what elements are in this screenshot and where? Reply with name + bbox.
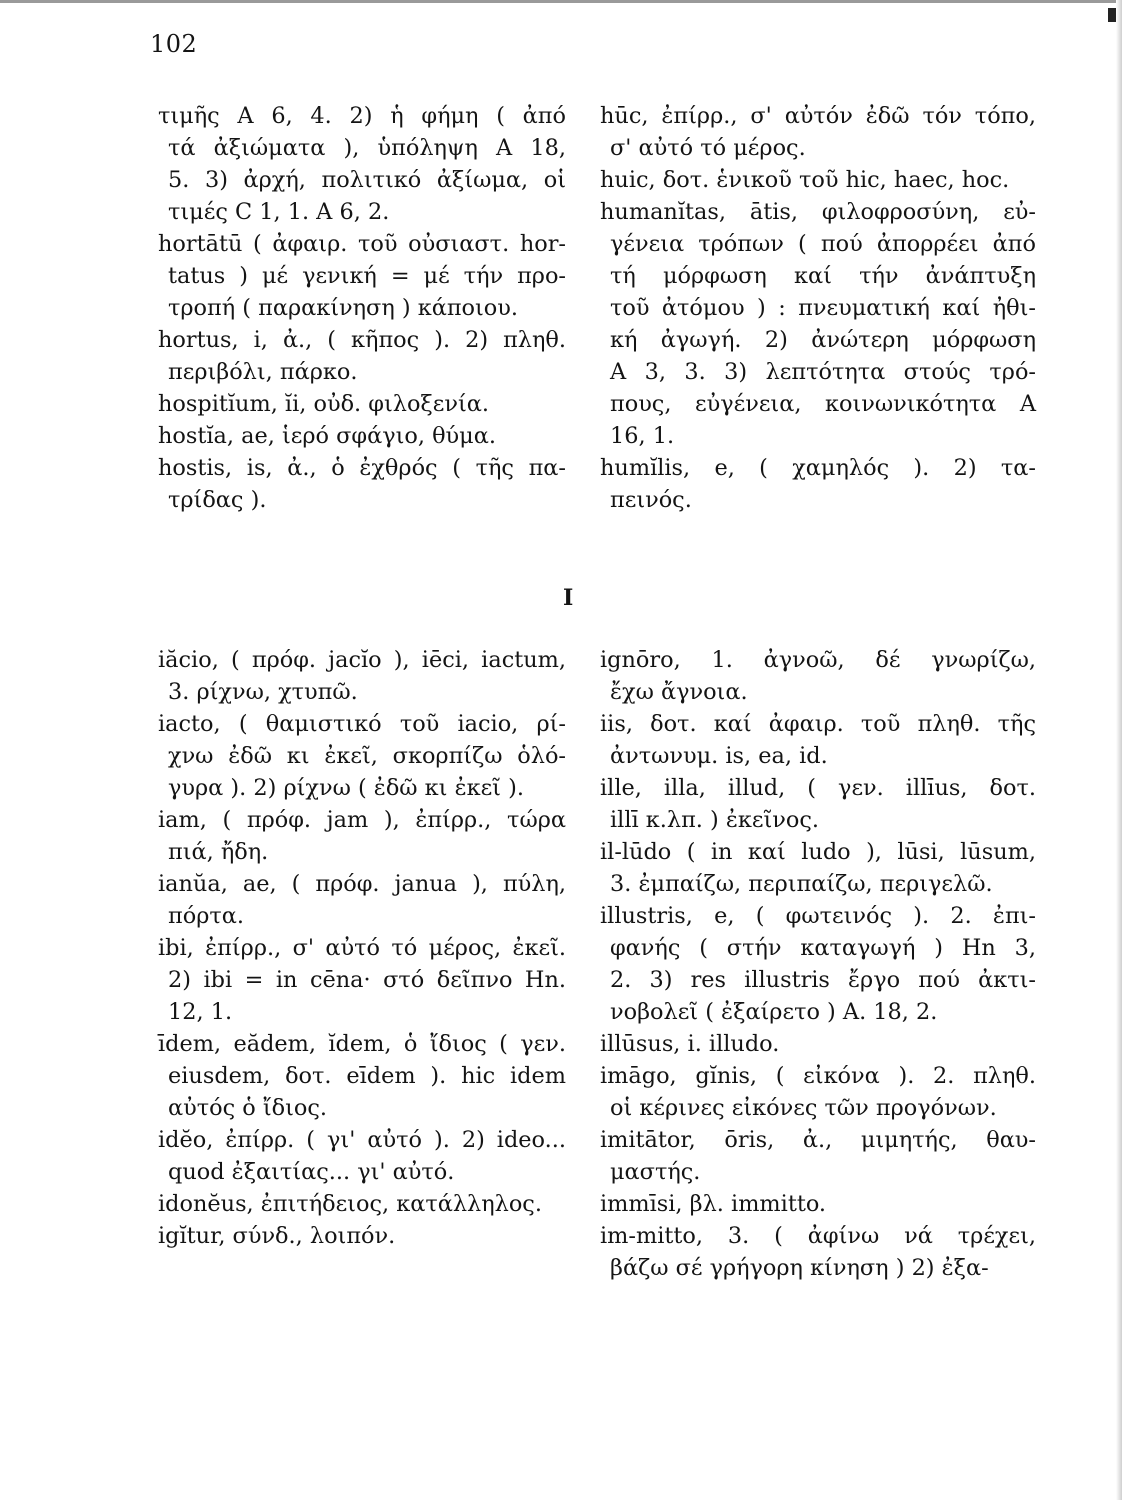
entry-text-line: 3. ρίχνω, χτυπῶ. (168, 679, 358, 705)
entry-headword-line: huic, δοτ. ἑνικοῦ τοῦ hic, haec, hoc. (600, 167, 1010, 193)
entry-text-line: κή ἀγωγή. 2) ἀνώτερη μόρφωση (610, 327, 1036, 353)
dictionary-entry (600, 772, 1036, 836)
entry-text-line: quod ἐξαιτίας... γι' αὐτό. (168, 1159, 455, 1185)
entry-text-line: πους, εὐγένεια, κοινωνικότητα A (610, 391, 1036, 417)
dictionary-entry (600, 708, 1036, 772)
entry-headword-line: illustris, e, ( φωτεινός ). 2. ἐπι- (600, 903, 1036, 929)
entry-headword-line: hostis, is, ἀ., ὁ ἐχθρός ( τῆς πα- (158, 455, 566, 481)
entry-headword-line: ille, illa, illud, ( γεν. illīus, δοτ. (600, 775, 1036, 801)
dictionary-entry (600, 452, 1036, 516)
dictionary-entry (600, 644, 1036, 708)
dictionary-entry (158, 932, 566, 1028)
entry-text-line: μαστής. (610, 1159, 701, 1185)
entry-headword-line: τιμῆς A 6, 4. 2) ἡ φήμη ( ἀπό (158, 103, 566, 129)
dictionary-entry (158, 452, 566, 516)
entry-text-line: σ' αὐτό τό μέρος. (610, 135, 806, 161)
entry-text-line: illī κ.λπ. ) ἐκεῖνος. (610, 807, 820, 833)
entry-headword-line: imitātor, ōris, ἀ., μιμητής, θαυ- (600, 1127, 1036, 1153)
entry-headword-line: iam, ( πρόφ. jam ), ἐπίρρ., τώρα (158, 807, 566, 833)
dictionary-entry (600, 100, 1036, 164)
page-number: 102 (150, 30, 198, 58)
entry-headword-line: ignōro, 1. ἀγνοῶ, δέ γνωρίζω, (600, 647, 1036, 673)
dictionary-entry (600, 1220, 1036, 1284)
dictionary-entry (600, 836, 1036, 900)
entry-text-line: 5. 3) ἀρχή, πολιτικό ἀξίωμα, οἱ (168, 167, 566, 193)
entry-headword-line: īdem, eădem, ĭdem, ὁ ἴδιος ( γεν. (158, 1031, 566, 1057)
entry-text-line: πόρτα. (168, 903, 244, 929)
dictionary-entry (158, 1220, 566, 1252)
scan-right-edge (1116, 0, 1122, 1500)
entry-headword-line: humĭlis, e, ( χαμηλός ). 2) τα- (600, 455, 1036, 481)
dictionary-entry (158, 324, 566, 388)
entry-headword-line: ianŭa, ae, ( πρόφ. janua ), πύλη, (158, 871, 566, 897)
entry-text-line: tatus ) μέ γενική = μέ τήν προ- (168, 263, 566, 289)
dictionary-entry (158, 644, 566, 708)
entry-text-line: αὐτός ὁ ἴδιος. (168, 1095, 328, 1121)
entry-text-line: 3. ἐμπαίζω, περιπαίζω, περιγελῶ. (610, 871, 993, 897)
entry-headword-line: humanĭtas, ātis, φιλοφροσύνη, εὐ- (600, 199, 1036, 225)
entry-headword-line: idonĕus, ἐπιτήδειος, κατάλληλος. (158, 1191, 542, 1217)
entry-text-line: τροπή ( παρακίνηση ) κάποιου. (168, 295, 519, 321)
dictionary-entry (158, 1188, 566, 1220)
dictionary-entry (158, 804, 566, 868)
entry-text-line: ἔχω ἄγνοια. (610, 679, 748, 705)
entry-text-line: γυρα ). 2) ρίχνω ( ἐδῶ κι ἐκεῖ ). (168, 775, 524, 801)
entry-headword-line: im-mitto, 3. ( ἀφίνω νά τρέχει, (600, 1223, 1036, 1249)
entry-headword-line: il-lūdo ( in καί ludo ), lūsi, lūsum, (600, 839, 1036, 865)
entry-text-line: οἱ κέρινες εἰκόνες τῶν προγόνων. (610, 1095, 997, 1121)
dictionary-entry (158, 1028, 566, 1124)
dictionary-entry (158, 868, 566, 932)
entry-text-line: τή μόρφωση καί τήν ἀνάπτυξη (610, 263, 1036, 289)
dictionary-entry (600, 1028, 1036, 1060)
dictionary-entry (158, 420, 566, 452)
entry-text-line: χνω ἐδῶ κι ἐκεῖ, σκορπίζω ὁλό- (168, 743, 566, 769)
entry-headword-line: imāgo, gĭnis, ( εἰκόνα ). 2. πληθ. (600, 1063, 1036, 1089)
section-letter-heading: I (563, 585, 574, 611)
scan-top-edge (0, 0, 1122, 3)
entry-headword-line: idĕo, ἐπίρρ. ( γι' αὐτό ). 2) ideo... (158, 1127, 566, 1153)
entry-text-line: 2) ibi = in cēna· στό δεῖπνο Hn. (168, 967, 566, 993)
entry-headword-line: iăcio, ( πρόφ. jacĭo ), iēci, iactum, (158, 647, 566, 673)
entry-headword-line: hūc, ἐπίρρ., σ' αὐτόν ἐδῶ τόν τόπο, (600, 103, 1036, 129)
entry-headword-line: immīsi, βλ. immitto. (600, 1191, 827, 1217)
dictionary-entry (600, 164, 1036, 196)
entry-text-line: τρίδας ). (168, 487, 267, 513)
entry-headword-line: illūsus, i. illudo. (600, 1031, 780, 1057)
dictionary-entry (158, 228, 566, 324)
entry-text-line: τά ἀξιώματα ), ὑπόληψη A 18, (168, 135, 566, 161)
dictionary-entry (158, 388, 566, 420)
entry-text-line: γένεια τρόπων ( πού ἀπορρέει ἀπό (610, 231, 1036, 257)
dictionary-entry (158, 100, 566, 228)
entry-headword-line: hospitĭum, ĭi, οὐδ. φιλοξενία. (158, 391, 489, 417)
dictionary-entry (158, 708, 566, 804)
entry-text-line: νοβολεῖ ( ἐξαίρετο ) A. 18, 2. (610, 999, 938, 1025)
dictionary-entry (600, 1188, 1036, 1220)
entry-text-line: 16, 1. (610, 423, 675, 449)
entry-headword-line: hostĭa, ae, ἱερό σφάγιο, θύμα. (158, 423, 496, 449)
entry-text-line: φανής ( στήν καταγωγή ) Hn 3, (610, 935, 1036, 961)
dictionary-entry (600, 1124, 1036, 1188)
dictionary-entry (158, 1124, 566, 1188)
entry-headword-line: iacto, ( θαμιστικό τοῦ iacio, ρί- (158, 711, 566, 737)
dictionary-entry (600, 1060, 1036, 1124)
entry-text-line: A 3, 3. 3) λεπτότητα στούς τρό- (610, 359, 1036, 385)
entry-headword-line: igĭtur, σύνδ., λοιπόν. (158, 1223, 396, 1249)
dictionary-entry (600, 900, 1036, 1028)
entry-text-line: πιά, ἤδη. (168, 839, 269, 865)
entry-headword-line: ibi, ἐπίρρ., σ' αὐτό τό μέρος, ἐκεῖ. (158, 935, 566, 961)
scan-corner-mark (1108, 8, 1116, 22)
entry-text-line: περιβόλι, πάρκο. (168, 359, 358, 385)
dictionary-entry (600, 196, 1036, 452)
entry-headword-line: hortātū ( ἀφαιρ. τοῦ οὐσιαστ. hor- (158, 231, 566, 257)
entry-text-line: τοῦ ἀτόμου ) : πνευματική καί ἠθι- (610, 295, 1036, 321)
entry-headword-line: iis, δοτ. καί ἀφαιρ. τοῦ πληθ. τῆς (600, 711, 1036, 737)
entry-text-line: βάζω σέ γρήγορη κίνηση ) 2) ἐξα- (610, 1255, 989, 1281)
entry-text-line: πεινός. (610, 487, 692, 513)
entry-headword-line: hortus, i, ἀ., ( κῆπος ). 2) πληθ. (158, 327, 566, 353)
entry-text-line: 2. 3) res illustris ἔργο πού ἀκτι- (610, 967, 1036, 993)
entry-text-line: τιμές C 1, 1. A 6, 2. (168, 199, 390, 225)
entry-text-line: 12, 1. (168, 999, 233, 1025)
entry-text-line: eiusdem, δοτ. eīdem ). hic idem (168, 1063, 566, 1089)
entry-text-line: ἀντωνυμ. is, ea, id. (610, 743, 828, 769)
